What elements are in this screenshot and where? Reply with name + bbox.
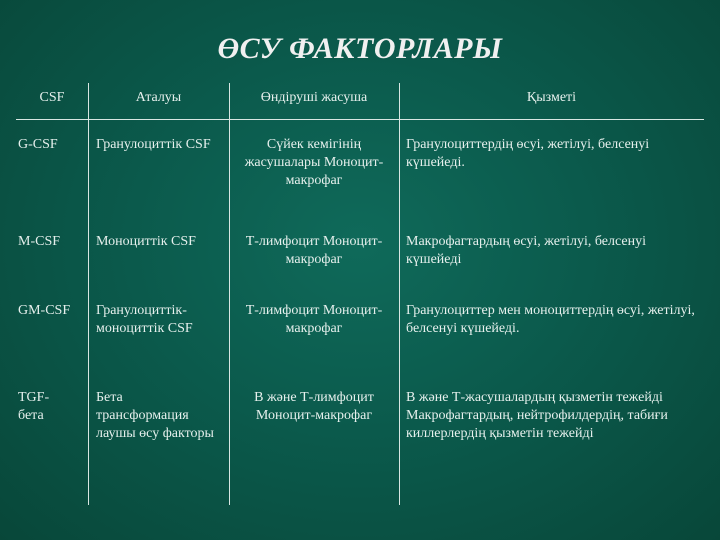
row-csf: TGF-бета bbox=[18, 390, 50, 423]
row-producing-cell: В және Т-лимфоцит Моноцит-макрофаг bbox=[254, 390, 374, 423]
row-function: Макрофагтардың өсуі, жетілуі, белсенуі күшейеді bbox=[406, 234, 646, 267]
row-csf: GM-CSF bbox=[18, 303, 71, 318]
header-csf: CSF bbox=[39, 90, 65, 105]
row-function: Гранулоциттер мен моноциттердің өсуі, жетілуі, белсенуі күшейеді. bbox=[406, 303, 695, 336]
growth-factors-table bbox=[16, 83, 704, 513]
row-csf: G-CSF bbox=[18, 137, 58, 152]
row-function: Гранулоциттердің өсуі, жетілуі, белсенуі күшейеді. bbox=[406, 137, 650, 170]
row-name: Гранулоциттік CSF bbox=[96, 137, 211, 152]
row-producing-cell: Сүйек кемігінің жасушалары Моноцит-макрофаг bbox=[244, 137, 384, 188]
slide-title: ӨСУ ФАКТОРЛАРЫ bbox=[217, 32, 503, 65]
row-csf: M-CSF bbox=[18, 234, 61, 249]
row-name: Моноциттік CSF bbox=[96, 234, 196, 249]
header-name: Аталуы bbox=[135, 90, 182, 105]
row-producing-cell: Т-лимфоцит Моноцит-макрофаг bbox=[245, 303, 383, 336]
row-producing-cell: Т-лимфоцит Моноцит-макрофаг bbox=[245, 234, 383, 267]
table-header-divider bbox=[16, 119, 704, 120]
row-name: Бета трансформация лаушы өсу факторы bbox=[96, 390, 214, 441]
row-name: Гранулоциттік-моноциттік CSF bbox=[96, 303, 193, 336]
row-function: В және Т-жасушалардың қызметін тежейді Макрофагтардың, нейтрофилдердің, табиғи киллерлердің қызметін тежейді bbox=[406, 390, 668, 441]
header-function: Қызметі bbox=[526, 90, 577, 105]
column-divider bbox=[88, 83, 89, 505]
header-producing-cell: Өндіруші жасуша bbox=[260, 90, 368, 105]
column-divider bbox=[399, 83, 400, 505]
column-divider bbox=[229, 83, 230, 505]
